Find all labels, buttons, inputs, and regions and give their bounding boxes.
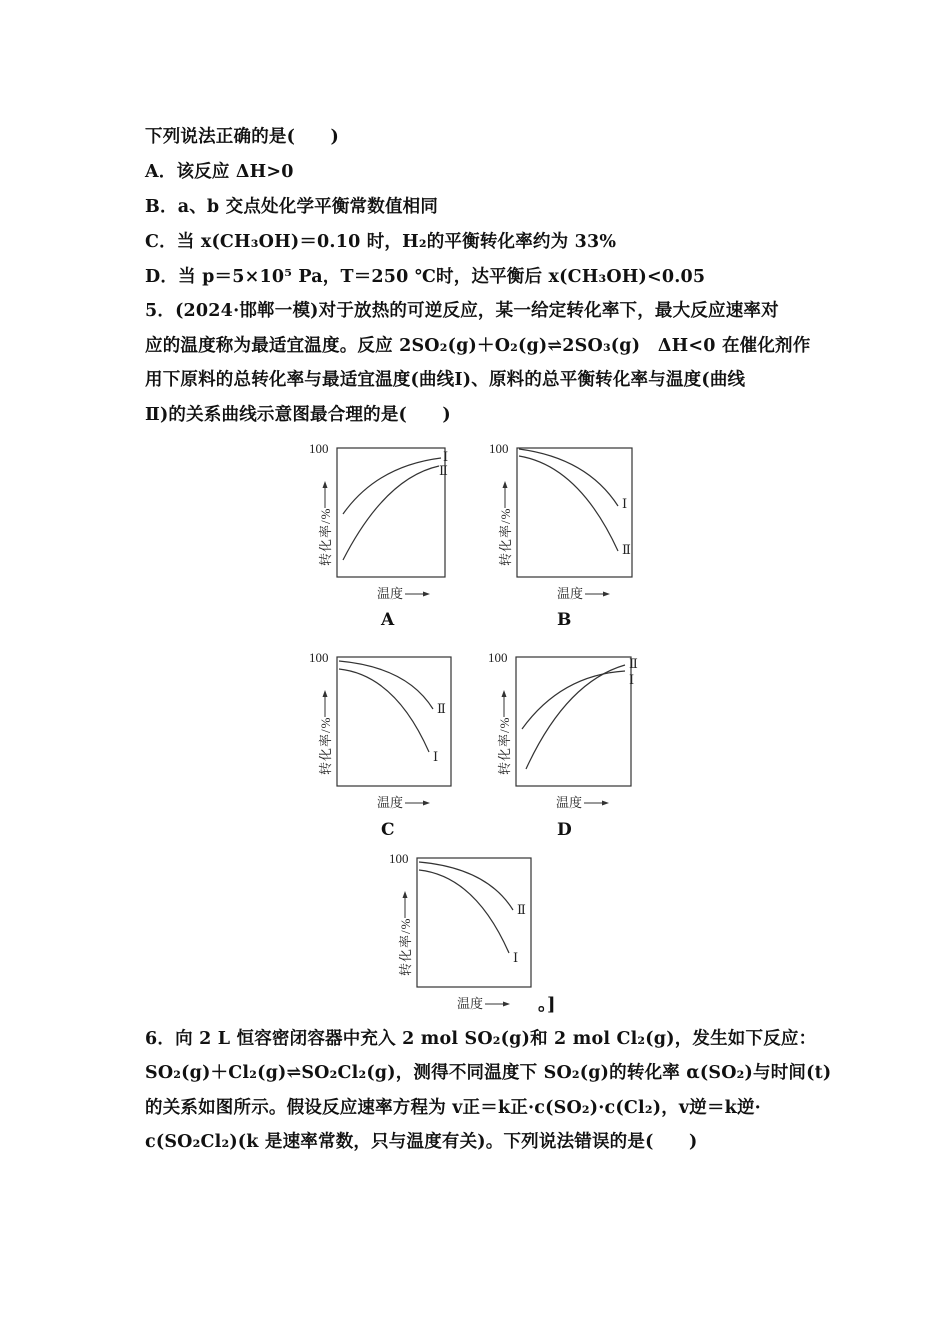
graph-d — [476, 645, 651, 824]
arrow-head-icon — [423, 592, 430, 597]
curve-upper — [419, 862, 513, 910]
graph-b — [477, 436, 652, 615]
q6-line-1: 6．向 2 L 恒容密闭容器中充入 2 mol SO₂(g)和 2 mol Cl₂(g)，发生如下反应： — [145, 1029, 817, 1049]
curve-lower-label: Ⅰ — [513, 950, 519, 965]
q6-line-3: 的关系如图所示。假设反应速率方程为 v正＝k正·c(SO₂)·c(Cl₂)，v逆＝k逆· — [145, 1098, 761, 1118]
y-axis-label: 转化率/% — [498, 507, 513, 566]
x-axis-label: 温度 — [457, 996, 484, 1011]
curve-upper-label: Ⅱ — [629, 656, 638, 671]
q4-option-a: A．该反应 ΔH>0 — [145, 162, 294, 182]
q5-line-1: 5．(2024·邯郸一模)对于放热的可逆反应，某一给定转化率下，最大反应速率对 — [145, 301, 779, 321]
q5-line-3: 用下原料的总转化率与最适宜温度(曲线Ⅰ)、原料的总平衡转化率与温度(曲线 — [145, 370, 746, 390]
curve-lower-label: Ⅰ — [433, 749, 439, 764]
y-tick-100: 100 — [489, 441, 509, 456]
curve-upper-label: Ⅱ — [437, 701, 446, 716]
q4-option-c: C．当 x(CH₃OH)＝0.10 时，H₂的平衡转化率约为 33% — [145, 232, 617, 252]
graph-a-label: A — [381, 610, 395, 630]
graph-a — [297, 436, 465, 615]
arrow-head-icon — [502, 690, 507, 697]
curve-upper — [343, 458, 441, 514]
q6-line-4: c(SO₂Cl₂)(k 是速率常数，只与温度有关)。下列说法错误的是( ) — [145, 1132, 698, 1152]
plot-frame — [417, 858, 531, 987]
y-axis-label: 转化率/% — [398, 917, 413, 976]
curve-upper-label: Ⅰ — [622, 496, 628, 511]
arrow-head-icon — [423, 801, 430, 806]
arrow-head-icon — [323, 481, 328, 488]
y-tick-100: 100 — [488, 650, 508, 665]
answer-tail: 。] — [538, 994, 556, 1015]
arrow-head-icon — [503, 481, 508, 488]
y-axis-label: 转化率/% — [497, 716, 512, 775]
q5-line-2: 应的温度称为最适宜温度。反应 2SO₂(g)＋O₂(g)⇌2SO₃(g) ΔH<0 在催化剂作 — [145, 336, 811, 356]
arrow-head-icon — [602, 801, 609, 806]
curve-upper — [519, 449, 618, 506]
q4-stem: 下列说法正确的是( ) — [145, 127, 339, 147]
curve-lower — [526, 665, 625, 769]
curve-lower-label: Ⅰ — [629, 672, 635, 687]
curve-lower-label: Ⅱ — [439, 463, 448, 478]
curve-lower — [519, 456, 618, 551]
q4-option-d: D．当 p＝5×10⁵ Pa，T＝250 ℃时，达平衡后 x(CH₃OH)<0.05 — [145, 267, 706, 287]
arrow-head-icon — [603, 592, 610, 597]
graph-c — [297, 645, 471, 824]
curve-upper — [522, 671, 625, 729]
x-axis-label: 温度 — [377, 586, 404, 601]
arrow-head-icon — [403, 891, 408, 898]
y-axis-label: 转化率/% — [318, 507, 333, 566]
q4-option-b: B．a、b 交点处化学平衡常数值相同 — [145, 197, 439, 217]
curve-upper — [339, 661, 433, 709]
graph-e — [377, 846, 551, 1025]
graph-d-label: D — [557, 820, 572, 840]
q5-line-4: Ⅱ)的关系曲线示意图最合理的是( ) — [145, 405, 451, 425]
y-tick-100: 100 — [389, 851, 409, 866]
graph-c-label: C — [381, 820, 395, 840]
x-axis-label: 温度 — [377, 795, 404, 810]
curve-lower — [339, 669, 429, 752]
plot-frame — [337, 448, 445, 577]
y-tick-100: 100 — [309, 650, 329, 665]
plot-frame — [337, 657, 451, 786]
curve-lower — [343, 466, 439, 560]
y-axis-label: 转化率/% — [318, 716, 333, 775]
curve-lower-label: Ⅱ — [622, 542, 631, 557]
curve-upper-label: Ⅰ — [443, 449, 449, 464]
y-tick-100: 100 — [309, 441, 329, 456]
plot-frame — [517, 448, 632, 577]
plot-frame — [516, 657, 631, 786]
x-axis-label: 温度 — [557, 586, 584, 601]
arrow-head-icon — [503, 1002, 510, 1007]
curve-upper-label: Ⅱ — [517, 902, 526, 917]
graph-b-label: B — [557, 610, 572, 630]
x-axis-label: 温度 — [556, 795, 583, 810]
curve-lower — [419, 870, 509, 953]
q6-line-2: SO₂(g)＋Cl₂(g)⇌SO₂Cl₂(g)，测得不同温度下 SO₂(g)的转化率 α(SO₂)与时间(t) — [145, 1063, 832, 1083]
arrow-head-icon — [323, 690, 328, 697]
